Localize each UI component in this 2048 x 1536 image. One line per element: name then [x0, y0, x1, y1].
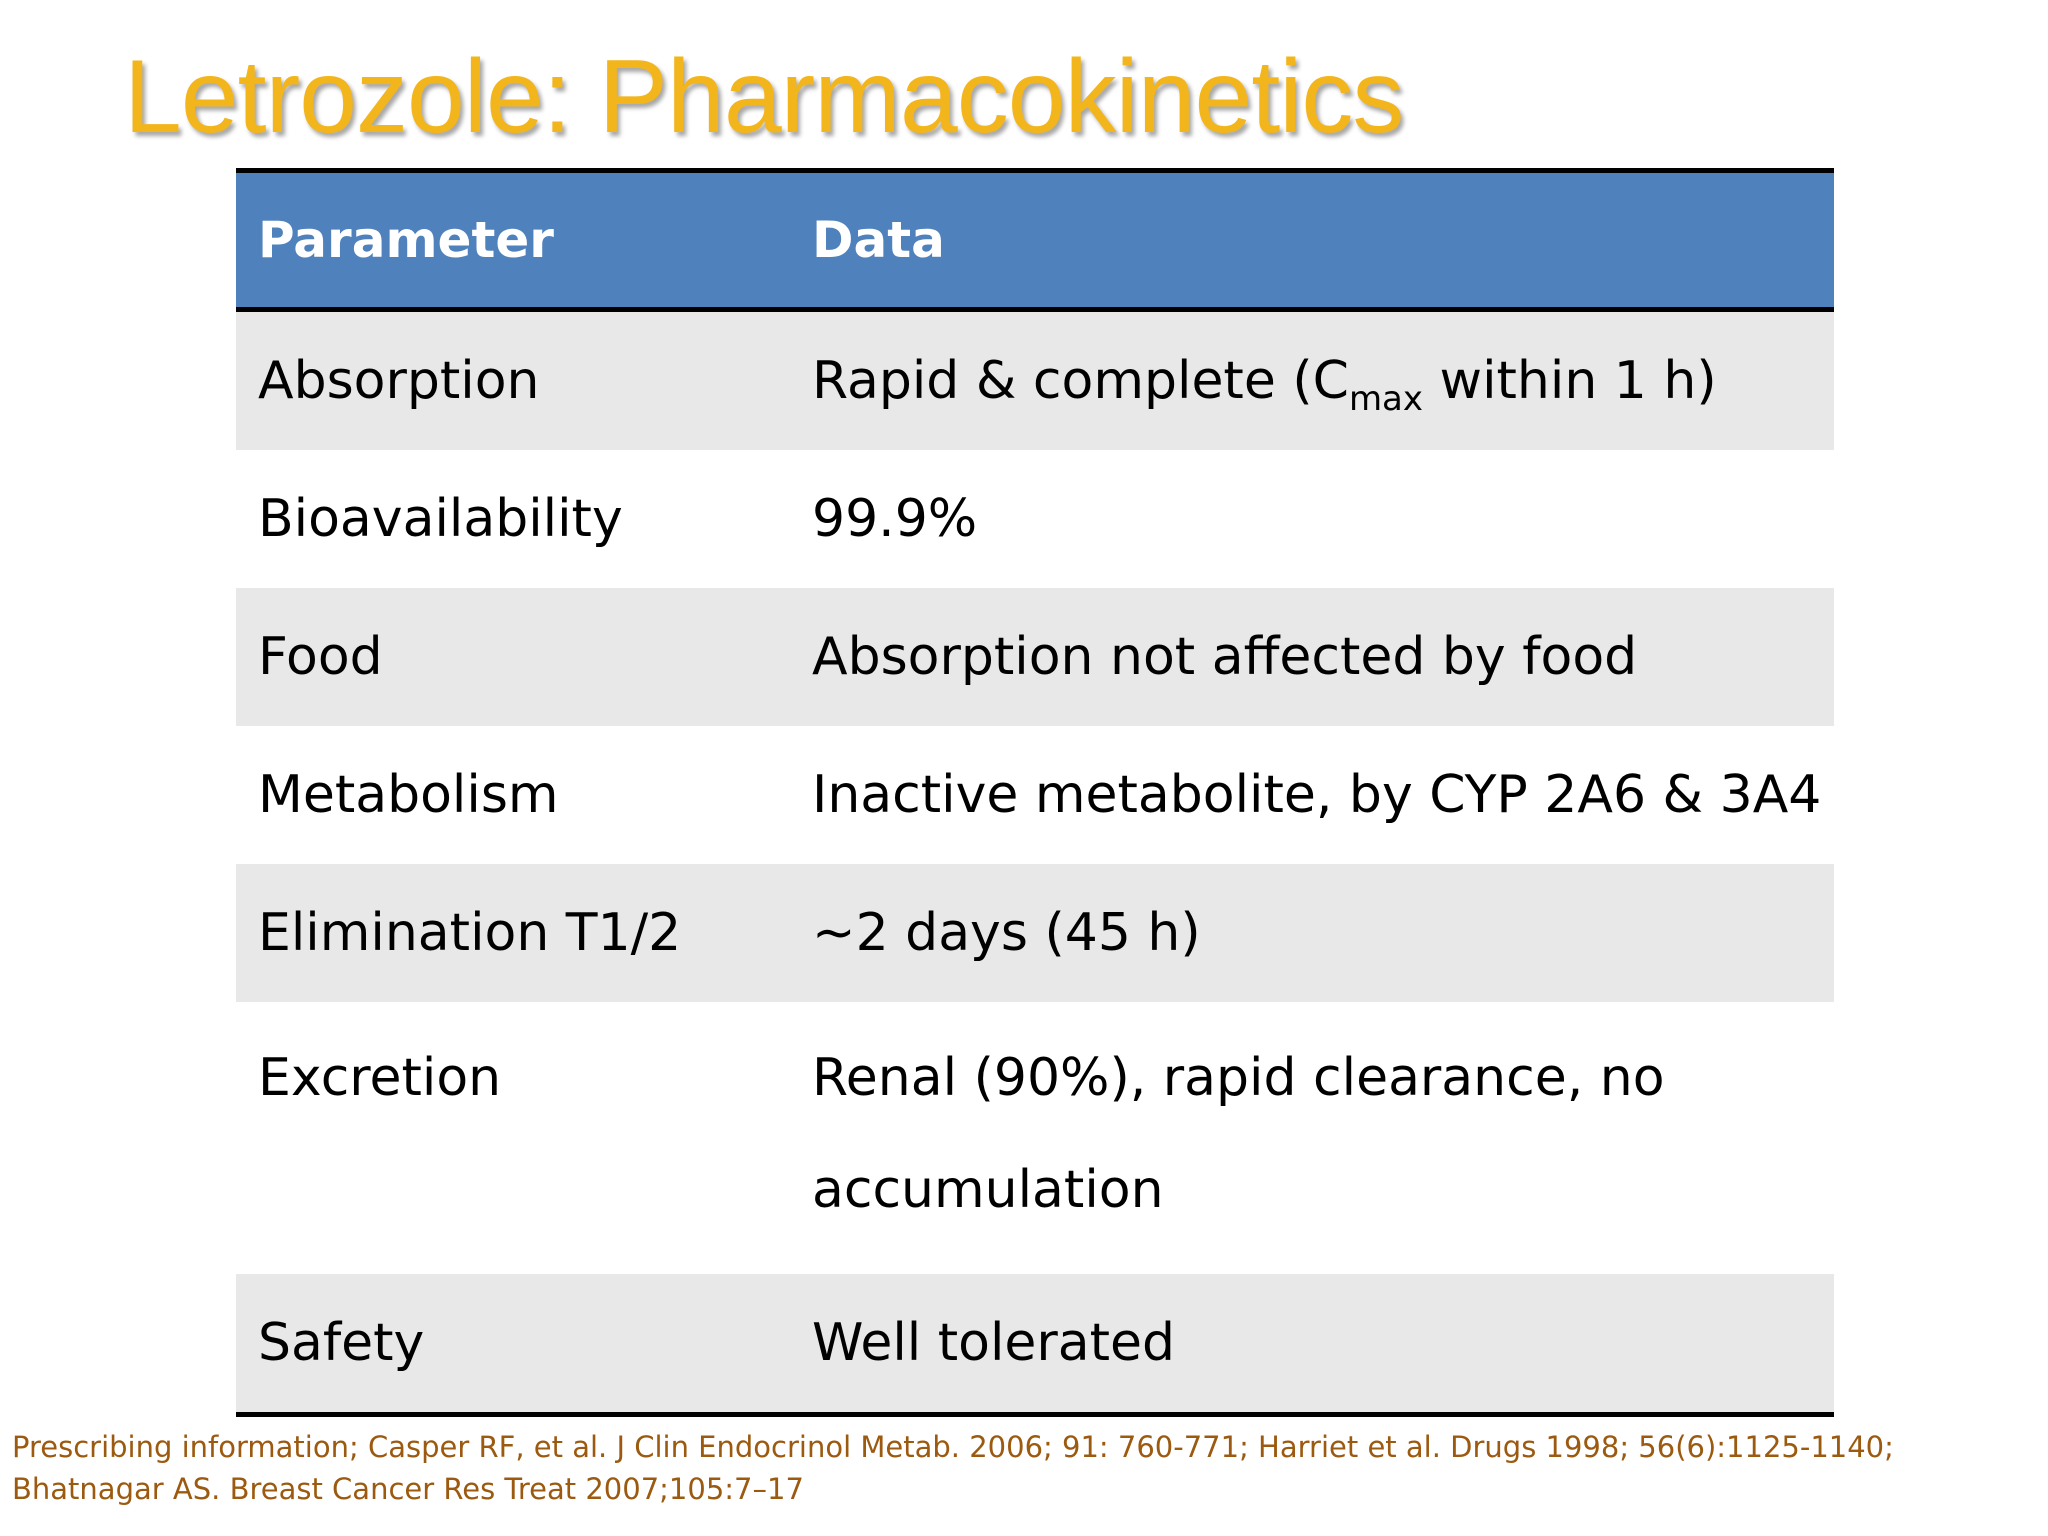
citation-line: Prescribing information; Casper RF, et al. J Clin Endocrinol Metab. 2006; 91: 760-771; Harriet et al. Drugs 1998; 56(6):1125-1140;: [12, 1430, 1894, 1464]
table-row: [236, 588, 1834, 726]
table-row: [236, 864, 1834, 1002]
row-data-subscript: max: [1348, 378, 1424, 419]
row-data: Well tolerated: [790, 1274, 1834, 1415]
table-header-row: [236, 171, 1834, 310]
header-parameter: Parameter: [236, 171, 790, 310]
row-data-text: Rapid & complete (C: [812, 350, 1349, 411]
citation-line: Bhatnagar AS. Breast Cancer Res Treat 2007;105:7–17: [12, 1472, 804, 1506]
row-data-text: within 1 h): [1423, 350, 1717, 411]
row-parameter: Elimination T1/2: [236, 864, 790, 1002]
table-row: [236, 1002, 1834, 1274]
row-parameter: Metabolism: [236, 726, 790, 864]
citation: [12, 1426, 1972, 1510]
table-row: [236, 310, 1834, 451]
row-data: Absorption not affected by food: [790, 588, 1834, 726]
row-data: ~2 days (45 h): [790, 864, 1834, 1002]
pharmacokinetics-table: [236, 168, 1834, 1417]
row-parameter: Bioavailability: [236, 450, 790, 588]
row-parameter: Excretion: [236, 1002, 790, 1274]
table-row: [236, 450, 1834, 588]
table-row: [236, 726, 1834, 864]
row-parameter: Safety: [236, 1274, 790, 1415]
row-data: Renal (90%), rapid clearance, no accumulation: [790, 1002, 1834, 1274]
table-row: [236, 1274, 1834, 1415]
row-parameter: Absorption: [236, 310, 790, 451]
row-data: Inactive metabolite, by CYP 2A6 & 3A4: [790, 726, 1834, 864]
row-data: [790, 310, 1834, 451]
row-parameter: Food: [236, 588, 790, 726]
row-data: 99.9%: [790, 450, 1834, 588]
slide-title: Letrozole: Pharmacokinetics: [124, 39, 1404, 155]
header-data: Data: [790, 171, 1834, 310]
